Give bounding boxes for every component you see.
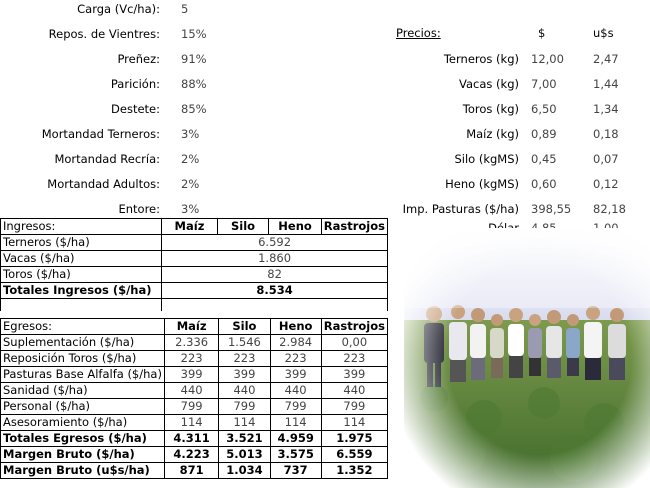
price-usd: 0,12 (593, 177, 619, 191)
param-label: Entore: (118, 202, 160, 216)
price-ars: 7,00 (531, 77, 557, 91)
total-value: 4.223 (164, 447, 218, 463)
income-total-row (1, 283, 388, 299)
param-value: 88% (181, 77, 207, 91)
expenses-header-row (1, 319, 388, 335)
param-label: Repos. de Vientres: (48, 27, 160, 41)
price-ars: 398,55 (531, 202, 572, 216)
price-label: Terneros (kg) (443, 52, 519, 66)
income-header-maiz: Maíz (162, 219, 218, 235)
expense-value: 440 (164, 383, 218, 399)
total-value: 4.311 (164, 431, 218, 447)
param-value: 3% (181, 127, 200, 141)
param-label: Mortandad Adultos: (47, 177, 160, 191)
income-label: Terneros ($/ha) (1, 235, 162, 251)
param-label: Preñez: (117, 52, 160, 66)
total-row (1, 431, 388, 447)
income-header-rastrojos: Rastrojos (321, 219, 387, 235)
expense-value: 399 (219, 367, 270, 383)
expense-value: 1.546 (219, 335, 270, 351)
expense-value: 440 (321, 383, 387, 399)
expense-label: Asesoramiento ($/ha) (1, 415, 165, 431)
income-label: Toros ($/ha) (1, 267, 162, 283)
expense-label: Personal ($/ha) (1, 399, 165, 415)
expense-value: 114 (164, 415, 218, 431)
expense-value: 399 (164, 367, 218, 383)
price-usd: 1,34 (593, 102, 619, 116)
expense-value: 399 (321, 367, 387, 383)
param-value: 91% (181, 52, 207, 66)
income-value: 6.592 (162, 235, 388, 251)
expense-value: 223 (321, 351, 387, 367)
total-value: 3.575 (270, 447, 321, 463)
expense-value: 799 (321, 399, 387, 415)
total-value: 737 (270, 463, 321, 479)
param-value: 3% (181, 202, 200, 216)
table-row (1, 235, 388, 251)
param-value: 15% (181, 27, 207, 41)
price-ars: 0,89 (531, 127, 557, 141)
price-label: Heno (kgMS) (445, 177, 519, 191)
income-value: 82 (162, 267, 388, 283)
price-ars: 0,45 (531, 152, 557, 166)
expense-value: 799 (270, 399, 321, 415)
price-label: Vacas (kg) (459, 77, 519, 91)
expense-value: 114 (321, 415, 387, 431)
expense-label: Sanidad ($/ha) (1, 383, 165, 399)
price-usd: 0,18 (593, 127, 619, 141)
expense-value: 2.984 (270, 335, 321, 351)
price-usd: 0,07 (593, 152, 619, 166)
price-label: Maíz (kg) (466, 127, 519, 141)
prices-title: Precios: (396, 26, 441, 40)
expense-value: 223 (270, 351, 321, 367)
expense-label: Pasturas Base Alfalfa ($/ha) (1, 367, 165, 383)
table-row (1, 415, 388, 431)
total-value: 3.521 (219, 431, 270, 447)
expense-value: 114 (219, 415, 270, 431)
field-photo (404, 228, 650, 488)
price-ars: 0,60 (531, 177, 557, 191)
expense-value: 114 (270, 415, 321, 431)
income-value: 1.860 (162, 251, 388, 267)
total-value: 1.034 (219, 463, 270, 479)
total-value: 1.975 (321, 431, 387, 447)
param-label: Parición: (110, 77, 160, 91)
expenses-header-rastrojos: Rastrojos (321, 319, 387, 335)
price-usd: 82,18 (593, 202, 626, 216)
price-label: Toros (kg) (462, 102, 519, 116)
total-label: Margen Bruto (u$s/ha) (1, 463, 165, 479)
income-total-value: 8.534 (162, 283, 388, 299)
expenses-header-label: Egresos: (1, 319, 165, 335)
expense-label: Suplementación ($/ha) (1, 335, 165, 351)
table-row (1, 335, 388, 351)
expense-value: 799 (164, 399, 218, 415)
expense-value: 2.336 (164, 335, 218, 351)
income-header-label: Ingresos: (1, 219, 162, 235)
expense-label: Reposición Toros ($/ha) (1, 351, 165, 367)
expense-value: 799 (219, 399, 270, 415)
total-value: 5.013 (219, 447, 270, 463)
param-value: 85% (181, 102, 207, 116)
total-value: 6.559 (321, 447, 387, 463)
param-label: Mortandad Terneros: (41, 127, 160, 141)
expense-value: 440 (219, 383, 270, 399)
total-value: 1.352 (321, 463, 387, 479)
expense-value: 223 (219, 351, 270, 367)
total-row (1, 447, 388, 463)
param-value: 5 (181, 2, 189, 16)
table-row (1, 367, 388, 383)
param-value: 2% (181, 152, 200, 166)
expense-value: 223 (164, 351, 218, 367)
price-ars: 6,50 (531, 102, 557, 116)
income-header-silo: Silo (217, 219, 269, 235)
income-total-label: Totales Ingresos ($/ha) (1, 283, 162, 299)
table-row (1, 351, 388, 367)
table-row (1, 383, 388, 399)
prices-col-usd: u$s (593, 26, 614, 40)
price-usd: 2,47 (593, 52, 619, 66)
total-row (1, 463, 388, 479)
price-label: Imp. Pasturas ($/ha) (402, 202, 519, 216)
param-value: 2% (181, 177, 200, 191)
total-label: Totales Egresos ($/ha) (1, 431, 165, 447)
price-label: Silo (kgMS) (454, 152, 519, 166)
prices-col-ars: $ (538, 26, 546, 40)
expenses-header-maiz: Maíz (164, 319, 218, 335)
expense-value: 399 (270, 367, 321, 383)
price-ars: 12,00 (531, 52, 564, 66)
param-label: Mortandad Recría: (54, 152, 160, 166)
param-label: Carga (Vc/ha): (77, 2, 160, 16)
expenses-table (0, 318, 388, 479)
total-value: 4.959 (270, 431, 321, 447)
field-photo-image (404, 228, 650, 488)
price-usd: 1,44 (593, 77, 619, 91)
income-table (0, 218, 388, 311)
expense-value: 0,00 (321, 335, 387, 351)
total-label: Margen Bruto ($/ha) (1, 447, 165, 463)
spacer-row (1, 299, 388, 312)
expense-value: 440 (270, 383, 321, 399)
expenses-header-silo: Silo (219, 319, 270, 335)
table-row (1, 399, 388, 415)
param-label: Destete: (111, 102, 160, 116)
table-row (1, 251, 388, 267)
income-header-row (1, 219, 388, 235)
expenses-header-heno: Heno (270, 319, 321, 335)
income-header-heno: Heno (269, 219, 321, 235)
total-value: 871 (164, 463, 218, 479)
table-row (1, 267, 388, 283)
income-label: Vacas ($/ha) (1, 251, 162, 267)
